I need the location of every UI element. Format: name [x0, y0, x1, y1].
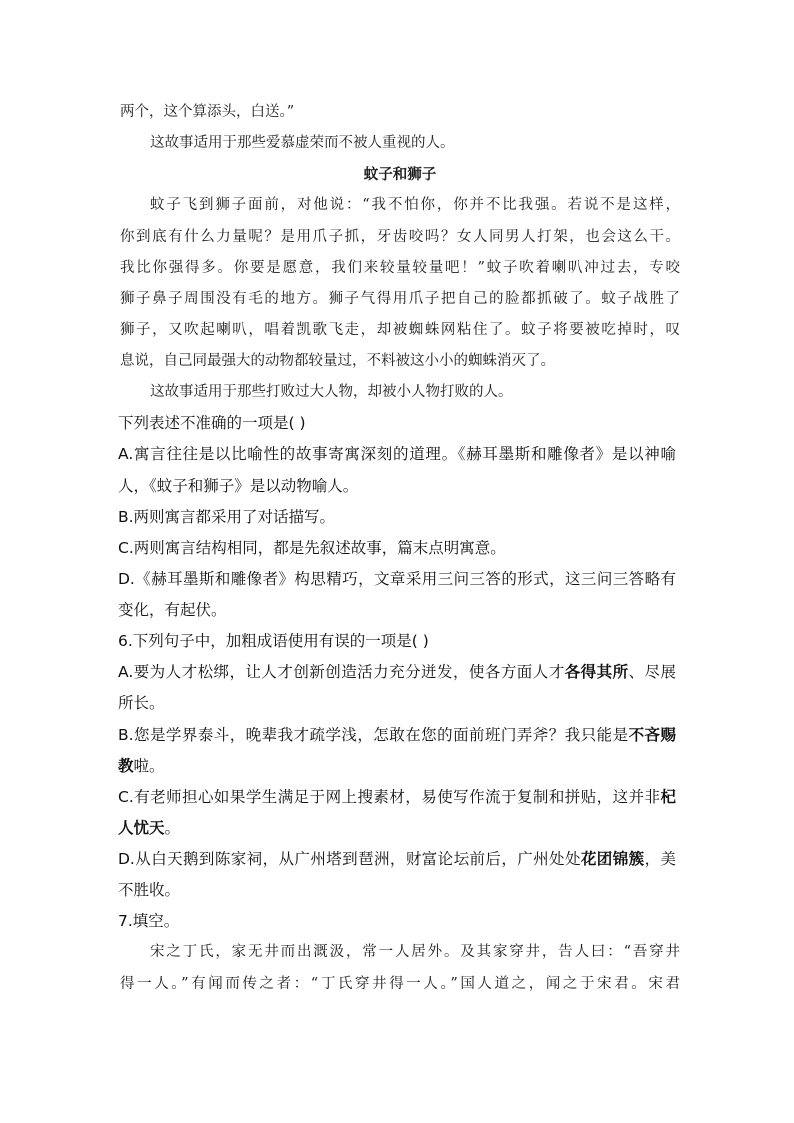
question-5-option-a [0, 439, 794, 501]
option-line [118, 782, 676, 813]
option-line [118, 844, 676, 875]
question-6-option-b [0, 720, 794, 782]
option-line [118, 688, 676, 719]
question-6 [0, 626, 794, 906]
question-5-option-c [0, 533, 794, 564]
document-page [0, 97, 794, 1000]
option-text: 。 [164, 818, 181, 837]
option-text: 不胜收。 [118, 881, 181, 900]
fable2-moral: 这故事适用于那些打败过大人物，却被小人物打败的人。 [150, 384, 513, 401]
question-5 [0, 408, 794, 626]
question-6-option-c [0, 782, 794, 844]
fable2-paragraph-line: 息说，自己同最强大的动物都较量过，不料被这小小的蜘蛛消灭了。 [120, 353, 555, 369]
option-line [118, 751, 676, 782]
option-text: A.要为人才松绑，让人才创新创造活力充分迸发，使各方面人才 [118, 663, 565, 682]
option-line [118, 720, 676, 751]
question-5-stem: 下列表述不准确的一项是( ) [118, 414, 306, 433]
question-6-option-a [0, 657, 794, 719]
fable2-paragraph-line: 狮子鼻子周围没有毛的地方。狮子气得用爪子把自己的脸都抓破了。蚊子战胜了 [120, 290, 680, 307]
question-7-passage-line: 宋之丁氏，家无井而出溉汲，常一人居外。及其家穿井，告人曰：“吾穿井 [150, 944, 680, 961]
option-text: D.从白天鹅到陈家祠，从广州塔到琶洲，财富论坛前后，广州处处 [118, 850, 581, 868]
option-line: B.两则寓言都采用了对话描写。 [118, 507, 336, 526]
option-line: C.两则寓言结构相同，都是先叙述故事，篇末点明寓意。 [118, 538, 506, 557]
fable2-paragraph-line: 蚊子飞到狮子面前，对他说：“我不怕你，你并不比我强。若说不是这样， [150, 197, 680, 214]
fable2-paragraph [0, 190, 794, 377]
bold-idiom: 教 [118, 756, 134, 775]
bold-idiom: 杞 [660, 787, 676, 806]
option-line [118, 813, 676, 844]
question-5-option-b [0, 502, 794, 533]
option-text: ，美 [644, 850, 676, 868]
bold-idiom: 各得其所 [564, 663, 629, 682]
option-line: 人，《蚊子和狮子》是以动物喻人。 [118, 476, 359, 495]
option-line [118, 875, 676, 906]
option-text: B.您是学界泰斗，晚辈我才疏学浅，怎敢在您的面前班门弄斧？我只能是 [118, 725, 629, 744]
bold-idiom: 人忧天 [118, 818, 165, 837]
option-text: 、尽展 [628, 663, 676, 682]
question-7 [0, 906, 794, 999]
fable2-paragraph-line: 狮子，又吹起喇叭，唱着凯歌飞走，却被蜘蛛网粘住了。蚊子将要被吃掉时，叹 [120, 321, 680, 338]
fable1-closing-line: 两个，这个算添头，白送。” [120, 104, 295, 120]
option-text: C.有老师担心如果学生满足于网上搜素材，易使写作流于复制和拼贴，这并非 [118, 787, 661, 806]
fable2-paragraph-line: 我比你强得多。你要是愿意，我们来较量较量吧！”蚊子吹着喇叭冲过去，专咬 [120, 259, 680, 276]
bold-idiom: 花团锦簇 [580, 850, 645, 868]
fable1-moral: 这故事适用于那些爱慕虚荣而不被人重视的人。 [150, 135, 455, 152]
option-line [118, 657, 676, 688]
fable2-title: 蚊子和狮子 [363, 166, 437, 184]
question-7-passage-line: 得一人。”有闻而传之者：“丁氏穿井得一人。”国人道之，闻之于宋君。宋君 [120, 975, 680, 992]
option-text: 啦。 [133, 756, 165, 775]
fable2-paragraph-line: 你到底有什么力量呢？是用爪子抓，牙齿咬吗？女人同男人打架，也会这么干。 [120, 228, 680, 245]
question-5-option-d [0, 564, 794, 626]
option-text: 所长。 [118, 694, 165, 713]
option-line: A.寓言往往是以比喻性的故事寄寓深刻的道理。《赫耳墨斯和雕像者》是以神喻 [118, 445, 676, 464]
question-6-stem: 6.下列句子中，加粗成语使用有误的一项是( ) [118, 632, 429, 651]
option-line: D.《赫耳墨斯和雕像者》构思精巧，文章采用三问三答的形式，这三问三答略有 [118, 569, 676, 588]
option-line: 变化，有起伏。 [118, 601, 227, 619]
question-6-option-d [0, 844, 794, 906]
question-7-stem: 7.填空。 [118, 912, 180, 931]
bold-idiom: 不吝赐 [628, 725, 676, 744]
